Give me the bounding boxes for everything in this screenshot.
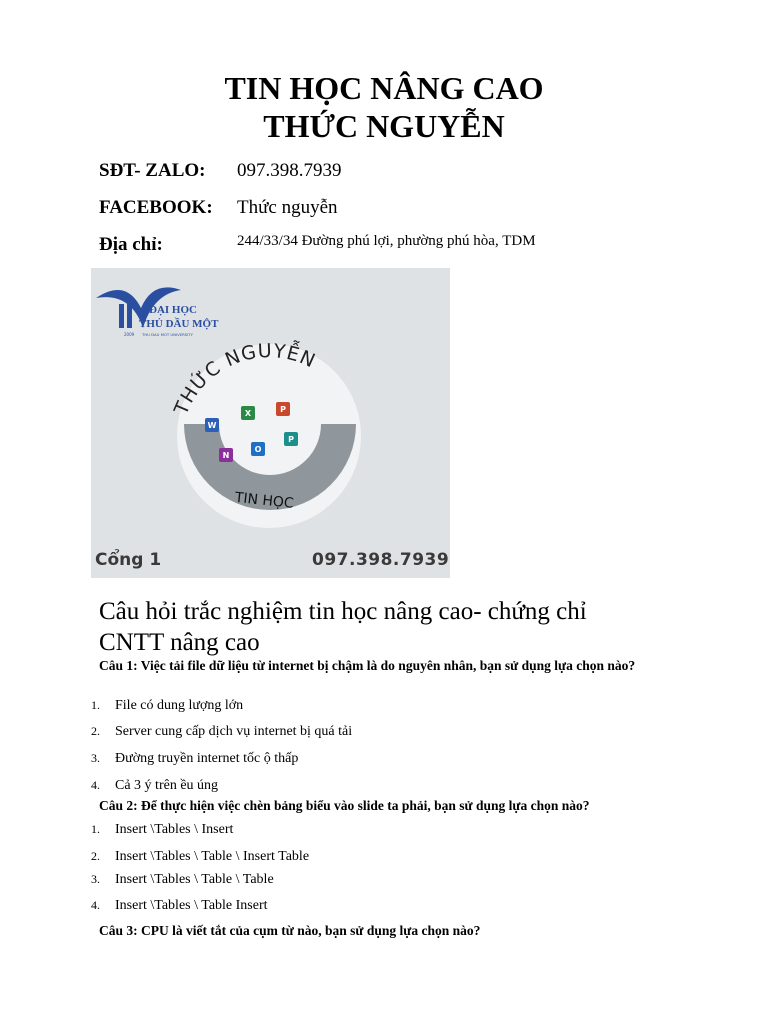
question-1-option-2 <box>91 722 352 741</box>
question-2-option-2 <box>91 847 309 866</box>
option-text: File có dung lượng lớn <box>115 698 244 713</box>
option-text: Đường truyền internet tốc ộ thấp <box>115 751 299 766</box>
svg-text:P: P <box>288 435 294 444</box>
svg-text:W: W <box>207 421 217 430</box>
option-text: Insert \Tables \ Table Insert <box>115 898 268 913</box>
phone-label: SĐT- ZALO: <box>99 160 206 181</box>
document-title: TIN HỌC NÂNG CAO <box>224 70 544 106</box>
option-number: 4. <box>91 778 100 792</box>
question-3-title: Câu 3: CPU là viết tắt của cụm từ nào, bạn sử dụng lựa chọn nào? <box>99 923 481 938</box>
section-heading <box>99 596 699 658</box>
question-1-option-3 <box>91 749 298 768</box>
banner-graphic <box>91 268 450 578</box>
question-2-option-3 <box>91 870 274 889</box>
brand-bottom-text: TIN HỌC <box>234 489 295 512</box>
option-number: 4. <box>91 898 100 912</box>
option-number: 2. <box>91 724 100 738</box>
facebook-label: FACEBOOK: <box>99 197 213 218</box>
address-label: Địa chỉ: <box>99 234 163 255</box>
promo-banner-image <box>91 268 450 578</box>
option-text: Cả 3 ý trên ều úng <box>115 778 219 793</box>
question-1-option-1 <box>91 696 243 715</box>
svg-text:X: X <box>244 409 252 418</box>
option-text: Server cung cấp dịch vụ internet bị quá tải <box>115 724 353 739</box>
option-number: 2. <box>91 849 100 863</box>
question-1-title: Câu 1: Việc tải file dữ liệu từ internet bị chậm là do nguyên nhân, bạn sử dụng lựa chọn nào? <box>99 658 636 673</box>
svg-text:O: O <box>254 445 262 454</box>
option-number: 3. <box>91 751 100 765</box>
phone-value: 097.398.7939 <box>237 160 342 181</box>
address-value: 244/33/34 Đường phú lợi, phường phú hòa, TDM <box>237 233 536 249</box>
svg-text:P: P <box>280 405 286 414</box>
university-sub: THU DAU MOT UNIVERSITY <box>142 332 193 337</box>
university-year: 2009 <box>124 332 135 337</box>
option-text: Insert \Tables \ Table \ Insert Table <box>115 849 310 864</box>
university-line1: ĐẠI HỌC <box>149 304 197 316</box>
facebook-value: Thức nguyễn <box>237 197 338 218</box>
banner-gate-label: Cổng 1 <box>95 550 162 570</box>
option-text: Insert \Tables \ Table \ Table <box>115 872 274 887</box>
document-subtitle: THỨC NGUYỄN <box>263 108 505 144</box>
brand-arc-text: THỨC NGUYỄN <box>170 339 320 418</box>
section-heading-line1: Câu hỏi trắc nghiệm tin học nâng cao- chứng chỉ <box>99 598 587 625</box>
question-2-option-4 <box>91 896 268 915</box>
option-number: 1. <box>91 822 100 836</box>
question-2-option-1 <box>91 820 233 839</box>
university-line2: THỦ DẦU MỘT <box>139 318 219 330</box>
section-heading-line2: CNTT nâng cao <box>99 629 260 656</box>
option-text: Insert \Tables \ Insert <box>115 822 234 837</box>
option-number: 1. <box>91 698 100 712</box>
option-number: 3. <box>91 872 100 886</box>
svg-text:N: N <box>222 451 230 460</box>
question-1-option-4 <box>91 776 218 795</box>
question-2-title: Câu 2: Để thực hiện việc chèn bảng biểu vào slide ta phải, bạn sử dụng lựa chọn nào? <box>99 798 590 813</box>
banner-phone: 097.398.7939 <box>312 550 450 570</box>
